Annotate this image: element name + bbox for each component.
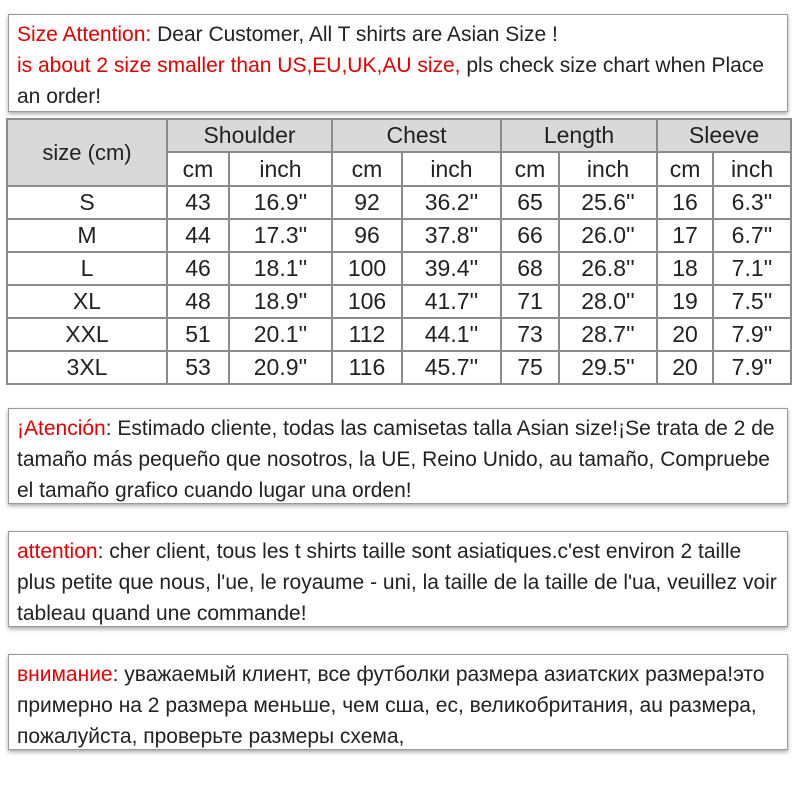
value-cell: 26.8'' (559, 252, 657, 285)
value-cell: 7.9'' (713, 351, 791, 384)
unit-header: inch (402, 152, 501, 186)
table-row (7, 186, 791, 219)
size-label-cell: XL (7, 285, 167, 318)
value-cell: 116 (332, 351, 402, 384)
size-chart-body (7, 119, 791, 384)
size-label-cell: M (7, 219, 167, 252)
value-cell: 18.9'' (229, 285, 332, 318)
header-row (7, 119, 791, 152)
size-chart-table (6, 118, 792, 385)
value-cell: 20 (657, 351, 713, 384)
notice-english (8, 14, 788, 112)
table-row (7, 351, 791, 384)
value-cell: 28.0'' (559, 285, 657, 318)
group-header-shoulder: Shoulder (167, 119, 332, 152)
group-header-chest: Chest (332, 119, 501, 152)
value-cell: 25.6'' (559, 186, 657, 219)
value-cell: 65 (501, 186, 559, 219)
value-cell: 29.5'' (559, 351, 657, 384)
unit-header: cm (501, 152, 559, 186)
value-cell: 112 (332, 318, 402, 351)
unit-header: cm (332, 152, 402, 186)
value-cell: 46 (167, 252, 229, 285)
value-cell: 44.1'' (402, 318, 501, 351)
size-label-cell: XXL (7, 318, 167, 351)
group-header-sleeve: Sleeve (657, 119, 791, 152)
value-cell: 51 (167, 318, 229, 351)
notice-en-text: Dear Customer, All T shirts are Asian Size ! (151, 23, 558, 46)
notice-fr-text: : cher client, tous les t shirts taille sont asiatiques.c'est environ 2 taille plus petite que nous, l'ue, le royaume - uni, la taille de la taille de l'ua, veuillez voir tableau quand une commande! (17, 540, 777, 625)
value-cell: 19 (657, 285, 713, 318)
value-cell: 73 (501, 318, 559, 351)
value-cell: 28.7'' (559, 318, 657, 351)
value-cell: 20 (657, 318, 713, 351)
size-label-cell: S (7, 186, 167, 219)
value-cell: 26.0'' (559, 219, 657, 252)
value-cell: 16 (657, 186, 713, 219)
value-cell: 20.9'' (229, 351, 332, 384)
value-cell: 17 (657, 219, 713, 252)
value-cell: 45.7'' (402, 351, 501, 384)
notice-russian (8, 654, 788, 750)
value-cell: 96 (332, 219, 402, 252)
value-cell: 44 (167, 219, 229, 252)
table-row (7, 219, 791, 252)
value-cell: 48 (167, 285, 229, 318)
notice-ru-text: : уважаемый клиент, все футболки размера азиатских размера!это примерно на 2 размера меньше, чем сша, ес, великобритания, au размера, пожалуйста, проверьте размеры схема, (17, 663, 765, 748)
notice-es-label: ¡Atención (17, 417, 106, 440)
table-row (7, 285, 791, 318)
table-row (7, 252, 791, 285)
value-cell: 106 (332, 285, 402, 318)
value-cell: 6.3'' (713, 186, 791, 219)
value-cell: 20.1'' (229, 318, 332, 351)
notice-en-label: Size Attention: (17, 23, 152, 46)
notice-en-text-2: pls check size chart when Place an order! (17, 54, 764, 108)
unit-header: inch (559, 152, 657, 186)
value-cell: 39.4'' (402, 252, 501, 285)
value-cell: 37.8'' (402, 219, 501, 252)
value-cell: 100 (332, 252, 402, 285)
notice-french (8, 531, 788, 627)
table-row (7, 318, 791, 351)
notice-es-text: : Estimado cliente, todas las camisetas talla Asian size!¡Se trata de 2 de tamaño más pequeño que nosotros, la UE, Reino Unido, au tamaño, Compruebe el tamaño grafico cuando lugar una orden! (17, 417, 775, 502)
value-cell: 53 (167, 351, 229, 384)
value-cell: 92 (332, 186, 402, 219)
notice-ru-label: внимание (17, 663, 113, 686)
value-cell: 71 (501, 285, 559, 318)
value-cell: 66 (501, 219, 559, 252)
group-header-length: Length (501, 119, 657, 152)
unit-header: cm (167, 152, 229, 186)
value-cell: 41.7'' (402, 285, 501, 318)
unit-header: cm (657, 152, 713, 186)
value-cell: 36.2'' (402, 186, 501, 219)
size-label-cell: L (7, 252, 167, 285)
size-label-cell: 3XL (7, 351, 167, 384)
value-cell: 43 (167, 186, 229, 219)
size-header: size (cm) (7, 119, 167, 186)
unit-header: inch (229, 152, 332, 186)
value-cell: 7.9'' (713, 318, 791, 351)
value-cell: 17.3'' (229, 219, 332, 252)
value-cell: 7.5'' (713, 285, 791, 318)
notice-fr-label: attention (17, 540, 98, 563)
value-cell: 75 (501, 351, 559, 384)
value-cell: 18 (657, 252, 713, 285)
value-cell: 7.1'' (713, 252, 791, 285)
value-cell: 16.9'' (229, 186, 332, 219)
value-cell: 6.7'' (713, 219, 791, 252)
notice-spanish (8, 408, 788, 504)
value-cell: 68 (501, 252, 559, 285)
value-cell: 18.1'' (229, 252, 332, 285)
unit-header: inch (713, 152, 791, 186)
notice-en-highlight: is about 2 size smaller than US,EU,UK,AU size, (17, 54, 461, 77)
